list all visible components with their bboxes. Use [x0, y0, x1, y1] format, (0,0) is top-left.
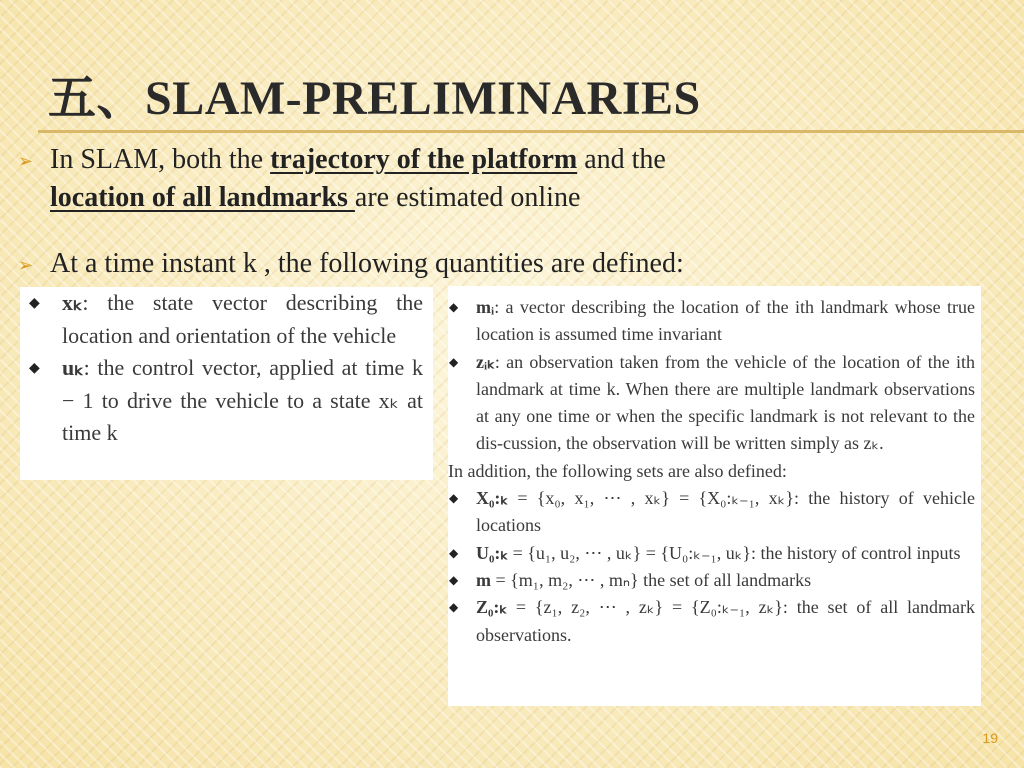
symbol: Z₀:ₖ [476, 597, 508, 618]
right-definitions-image [448, 286, 981, 706]
diamond-bullet-icon: ◆ [29, 295, 40, 311]
bullet-text-middle: and the [577, 144, 666, 175]
symbol: zᵢₖ [476, 351, 495, 372]
arrow-bullet-icon: ➢ [18, 151, 34, 172]
set-control-history [448, 540, 981, 567]
bullet-text-after: are estimated online [354, 182, 581, 213]
arrow-bullet-icon: ➢ [18, 255, 34, 276]
definition-state-vector [20, 287, 433, 352]
page-number: 19 [982, 730, 998, 746]
symbol: m [476, 569, 491, 590]
set-text: = {u₁, u₂, ⋯ , uₖ} = {U₀:ₖ₋₁, uₖ}: the history of control inputs [508, 542, 961, 563]
definition-text: : a vector describing the location of the ith landmark whose true location is assumed time invariant [476, 297, 975, 345]
set-all-landmarks [448, 567, 981, 594]
definition-control-vector [20, 352, 433, 450]
bullet-time-instant [18, 245, 1008, 283]
definition-text: : the state vector describing the location and orientation of the vehicle [62, 290, 423, 348]
symbol: U₀:ₖ [476, 542, 509, 563]
symbol: mᵢ [476, 297, 495, 317]
diamond-bullet-icon: ◆ [449, 572, 459, 587]
sets-intro: In addition, the following sets are also defined: [448, 460, 787, 481]
underlined-trajectory: trajectory of the platform [270, 144, 578, 175]
definition-text: : an observation taken from the vehicle of the location of the ith landmark at time k. When there are multiple landmark observations at any one time or when the specific landmark is not relevant to the dis-cussion, the observation will be written simply as zₖ. [476, 351, 975, 454]
set-text: = {z₁, z₂, ⋯ , zₖ} = {Z₀:ₖ₋₁, zₖ}: the set of all landmark observations. [476, 597, 975, 645]
slide-title: 五、SLAM-PRELIMINARIES [48, 72, 701, 125]
set-vehicle-history [448, 485, 981, 540]
title-divider [38, 130, 1024, 133]
definition-landmark-vector [448, 294, 981, 349]
diamond-bullet-icon: ◆ [449, 354, 459, 369]
diamond-bullet-icon: ◆ [29, 360, 40, 376]
definition-observation [448, 349, 981, 458]
definition-text: : the control vector, applied at time k − 1 to drive the vehicle to a state xₖ at time k [62, 355, 423, 445]
bullet-text-before: In SLAM, both the [50, 144, 271, 175]
set-text: = {x₀, x₁, ⋯ , xₖ} = {X₀:ₖ₋₁, xₖ}: the history of vehicle locations [476, 488, 975, 536]
symbol: xₖ [62, 290, 83, 315]
symbol: X₀:ₖ [476, 488, 509, 509]
symbol: uₖ [62, 355, 84, 380]
set-text: = {m₁, m₂, ⋯ , mₙ} the set of all landmarks [491, 569, 812, 590]
diamond-bullet-icon: ◆ [449, 491, 459, 506]
diamond-bullet-icon: ◆ [449, 600, 459, 615]
bullet-text: At a time instant k , the following quantities are defined: [50, 248, 684, 279]
bullet-slam-estimation [18, 141, 1008, 217]
left-definitions-image [20, 287, 433, 480]
diamond-bullet-icon: ◆ [449, 300, 459, 314]
underlined-landmarks: location of all landmarks [50, 182, 355, 213]
set-landmark-observations [448, 594, 981, 649]
diamond-bullet-icon: ◆ [449, 545, 459, 560]
